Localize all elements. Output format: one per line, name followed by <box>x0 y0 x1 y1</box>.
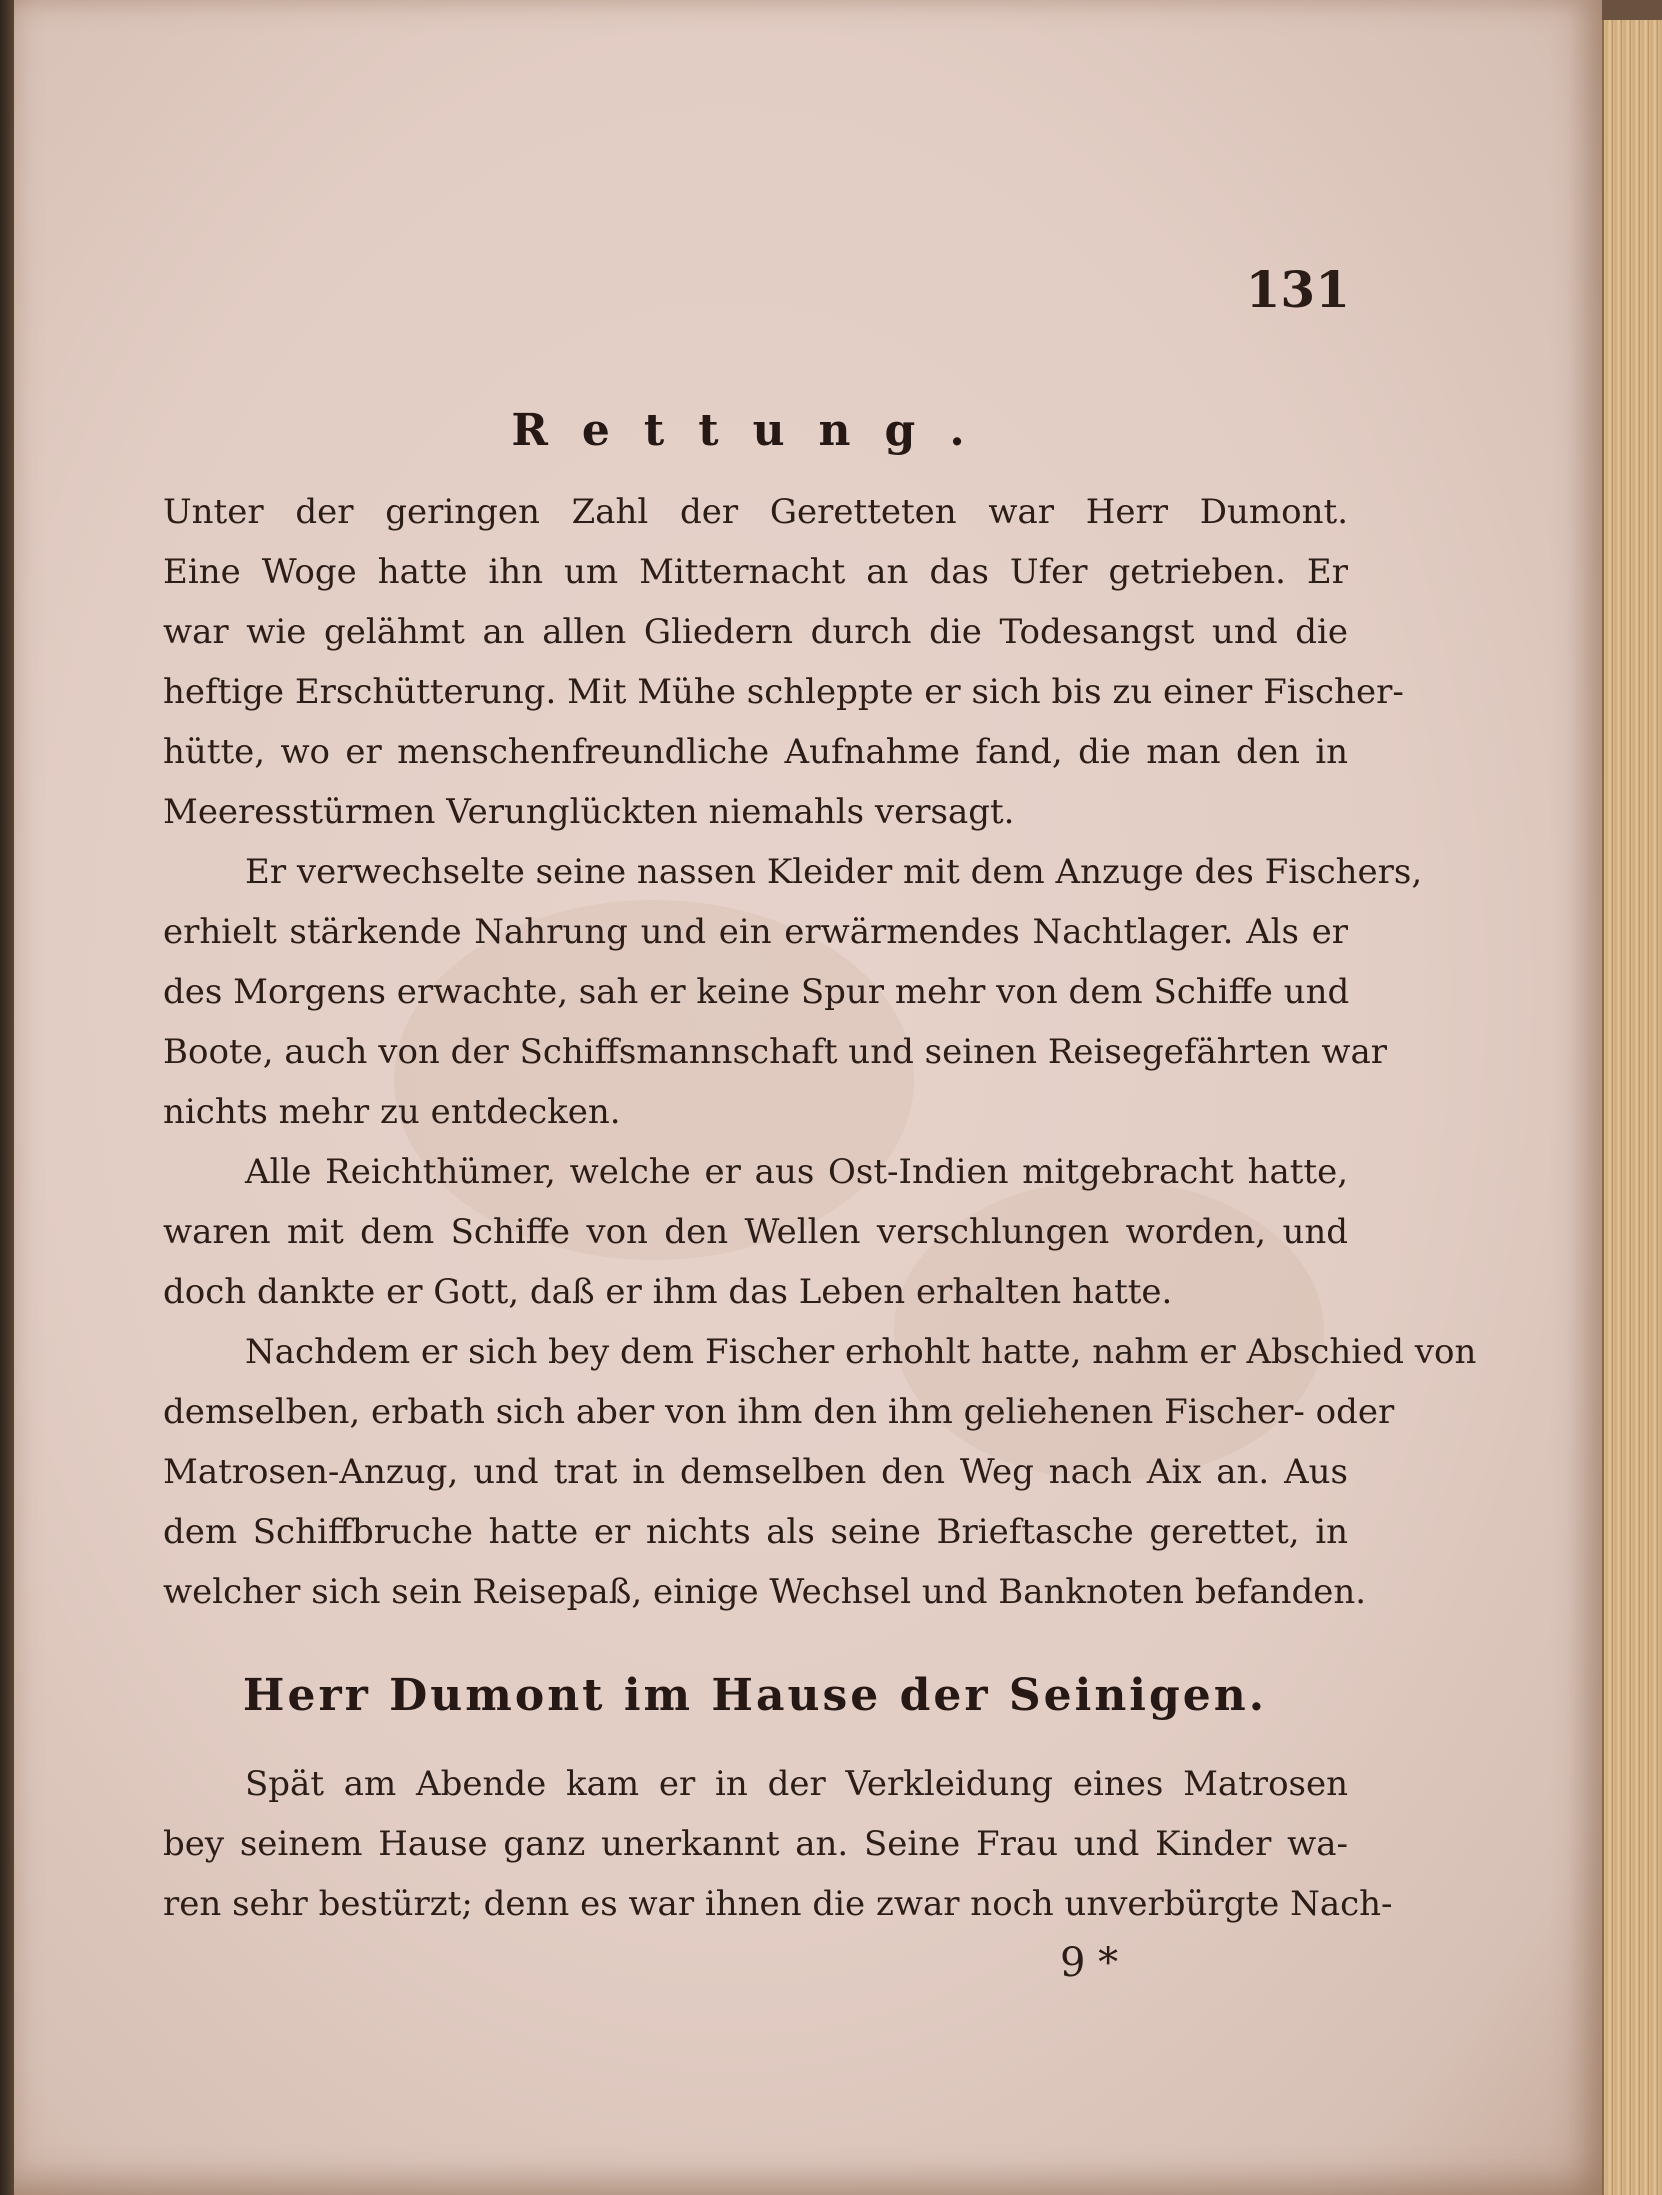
text-line: doch dankte er Gott, daß er ihm das Leben erhalten hatte. <box>163 1272 1173 1312</box>
text-line: Meeresstürmen Verunglückten niemahls versagt. <box>163 792 1015 832</box>
text-line: nichts mehr zu entdecken. <box>163 1092 621 1132</box>
left-margin-shadow <box>0 0 14 2195</box>
text-line: welcher sich sein Reisepaß, einige Wechsel und Banknoten befanden. <box>163 1572 1367 1612</box>
text-line: Er verwechselte seine nassen Kleider mit dem Anzuge des Fischers, <box>245 852 1423 892</box>
text-line: Matrosen-Anzug, und trat in demselben den Weg nach Aix an. Aus <box>163 1452 1348 1492</box>
text-line: Eine Woge hatte ihn um Mitternacht an das Ufer getrieben. Er <box>163 552 1348 592</box>
text-line: erhielt stärkende Nahrung und ein erwärmendes Nachtlager. Als er <box>163 912 1348 952</box>
text-line: Spät am Abende kam er in der Verkleidung eines Matrosen <box>245 1764 1348 1804</box>
signature-mark: 9 * <box>1060 1940 1119 1986</box>
paper-stain <box>394 900 914 1260</box>
text-line: bey seinem Hause ganz unerkannt an. Seine Frau und Kinder wa- <box>163 1824 1348 1864</box>
section-heading-rettung: Rettung. <box>511 405 999 456</box>
text-line: Nachdem er sich bey dem Fischer erhohlt hatte, nahm er Abschied von <box>245 1332 1477 1372</box>
text-line: Alle Reichthümer, welche er aus Ost-Indien mitgebracht hatte, <box>245 1152 1348 1192</box>
text-line: des Morgens erwachte, sah er keine Spur mehr von dem Schiffe und <box>163 972 1350 1012</box>
page-number: 131 <box>1245 260 1350 319</box>
text-line: demselben, erbath sich aber von ihm den ihm geliehenen Fischer- oder <box>163 1392 1395 1432</box>
text-line: dem Schiffbruche hatte er nichts als seine Brieftasche gerettet, in <box>163 1512 1348 1552</box>
text-line: Boote, auch von der Schiffsmannschaft und seinen Reisegefährten war <box>163 1032 1387 1072</box>
text-line: heftige Erschütterung. Mit Mühe schleppte er sich bis zu einer Fischer- <box>163 672 1404 712</box>
text-line: hütte, wo er menschenfreundliche Aufnahme fand, die man den in <box>163 732 1348 772</box>
section-heading-herr-dumont: Herr Dumont im Hause der Seinigen. <box>242 1670 1268 1721</box>
text-line: war wie gelähmt an allen Gliedern durch die Todesangst und die <box>163 612 1348 652</box>
page-edges-stack <box>1602 20 1662 2195</box>
text-line: Unter der geringen Zahl der Geretteten war Herr Dumont. <box>163 492 1348 532</box>
text-line: ren sehr bestürzt; denn es war ihnen die zwar noch unverbürgte Nach- <box>163 1884 1393 1924</box>
text-line: waren mit dem Schiffe von den Wellen verschlungen worden, und <box>163 1212 1348 1252</box>
